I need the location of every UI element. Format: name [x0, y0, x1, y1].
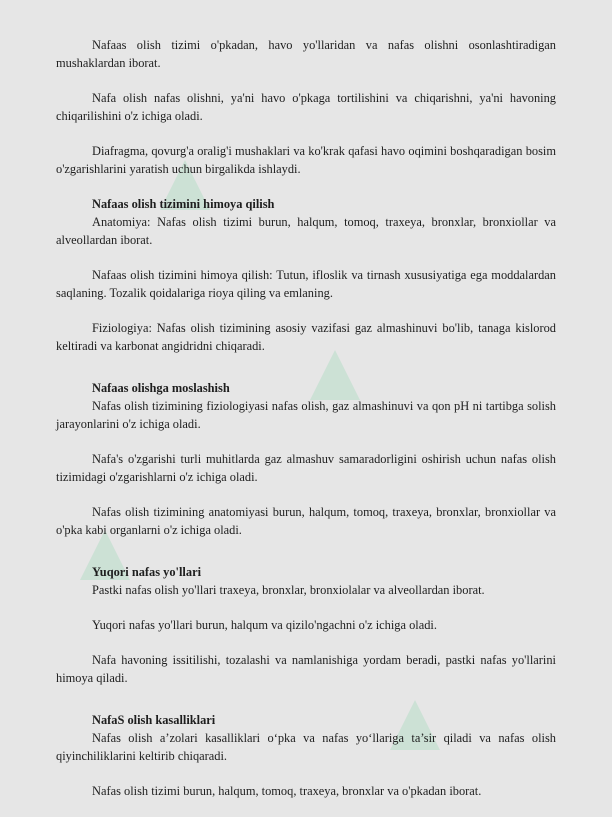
- section-paragraph: Nafaas olish tizimini himoya qilish: Tutun, ifloslik va tirnash xususiyatiga ega moddalardan saqlaning. Tozalik qoidalariga rioya qiling va emlaning.: [56, 268, 556, 300]
- section-paragraph: Yuqori nafas yo'llari burun, halqum va qizilo'ngachni o'z ichiga oladi.: [92, 618, 437, 632]
- section-paragraph: Nafa havoning issitilishi, tozalashi va namlanishiga yordam beradi, pastki nafas yo'llarini himoya qiladi.: [56, 653, 556, 685]
- section-heading: Yuqori nafas yo'llari: [92, 565, 202, 579]
- document-page: [56, 36, 556, 817]
- section-paragraph: Nafas olish tizimining anatomiyasi burun, halqum, tomoq, traxeya, bronxlar, bronxiollar va o'pka kabi organlarni o'z ichiga oladi.: [56, 505, 556, 537]
- section-2: [56, 379, 556, 433]
- section-paragraph: Fiziologiya: Nafas olish tizimining asosiy vazifasi gaz almashinuvi bo'lib, tanaga kislorod keltiradi va karbonat angidridni chiqaradi.: [56, 321, 556, 353]
- section-lead: Pastki nafas olish yo'llari traxeya, bronxlar, bronxiolalar va alveollardan iborat.: [92, 583, 485, 597]
- section-paragraph: Nafa's o'zgarishi turli muhitlarda gaz almashuv samaradorligini oshirish uchun nafas olish tizimidagi o'zgarishlarni o'z ichiga oladi.: [56, 452, 556, 484]
- section-4: [56, 711, 556, 765]
- section-lead: Anatomiya: Nafas olish tizimi burun, halqum, tomoq, traxeya, bronxlar, bronxiollar va alveollardan iborat.: [56, 215, 556, 247]
- section-lead: Nafas olish tizimining fiziologiyasi nafas olish, gaz almashinuvi va qon pH ni tartibga solish jarayonlarini o'z ichiga oladi.: [56, 399, 556, 431]
- intro-paragraph-1: Nafaas olish tizimi o'pkadan, havo yo'llaridan va nafas olishni osonlashtiradigan mushaklardan iborat.: [56, 38, 556, 70]
- section-3: [56, 563, 556, 599]
- section-heading: Nafaas olish tizimini himoya qilish: [92, 197, 275, 211]
- section-lead: Nafas olish a’zolari kasalliklari o‘pka va nafas yo‘llariga ta’sir qiladi va nafas olish qiyinchiliklarini keltirib chiqaradi.: [56, 731, 556, 763]
- section-1: [56, 195, 556, 249]
- intro-paragraph-2: Nafa olish nafas olishni, ya'ni havo o'pkaga tortilishini va chiqarishni, ya'ni havoning chiqarilishini o'z ichiga oladi.: [56, 91, 556, 123]
- intro-paragraph-3: Diafragma, qovurg'a oralig'i mushaklari va ko'krak qafasi havo oqimini boshqaradigan bosim o'zgarishlarini yaratish uchun birgalikda ishlaydi.: [56, 144, 556, 176]
- section-heading: Nafaas olishga moslashish: [92, 381, 230, 395]
- section-paragraph: Nafas olish tizimi burun, halqum, tomoq, traxeya, bronxlar va o'pkadan iborat.: [92, 784, 482, 798]
- section-heading: NafaS olish kasalliklari: [92, 713, 216, 727]
